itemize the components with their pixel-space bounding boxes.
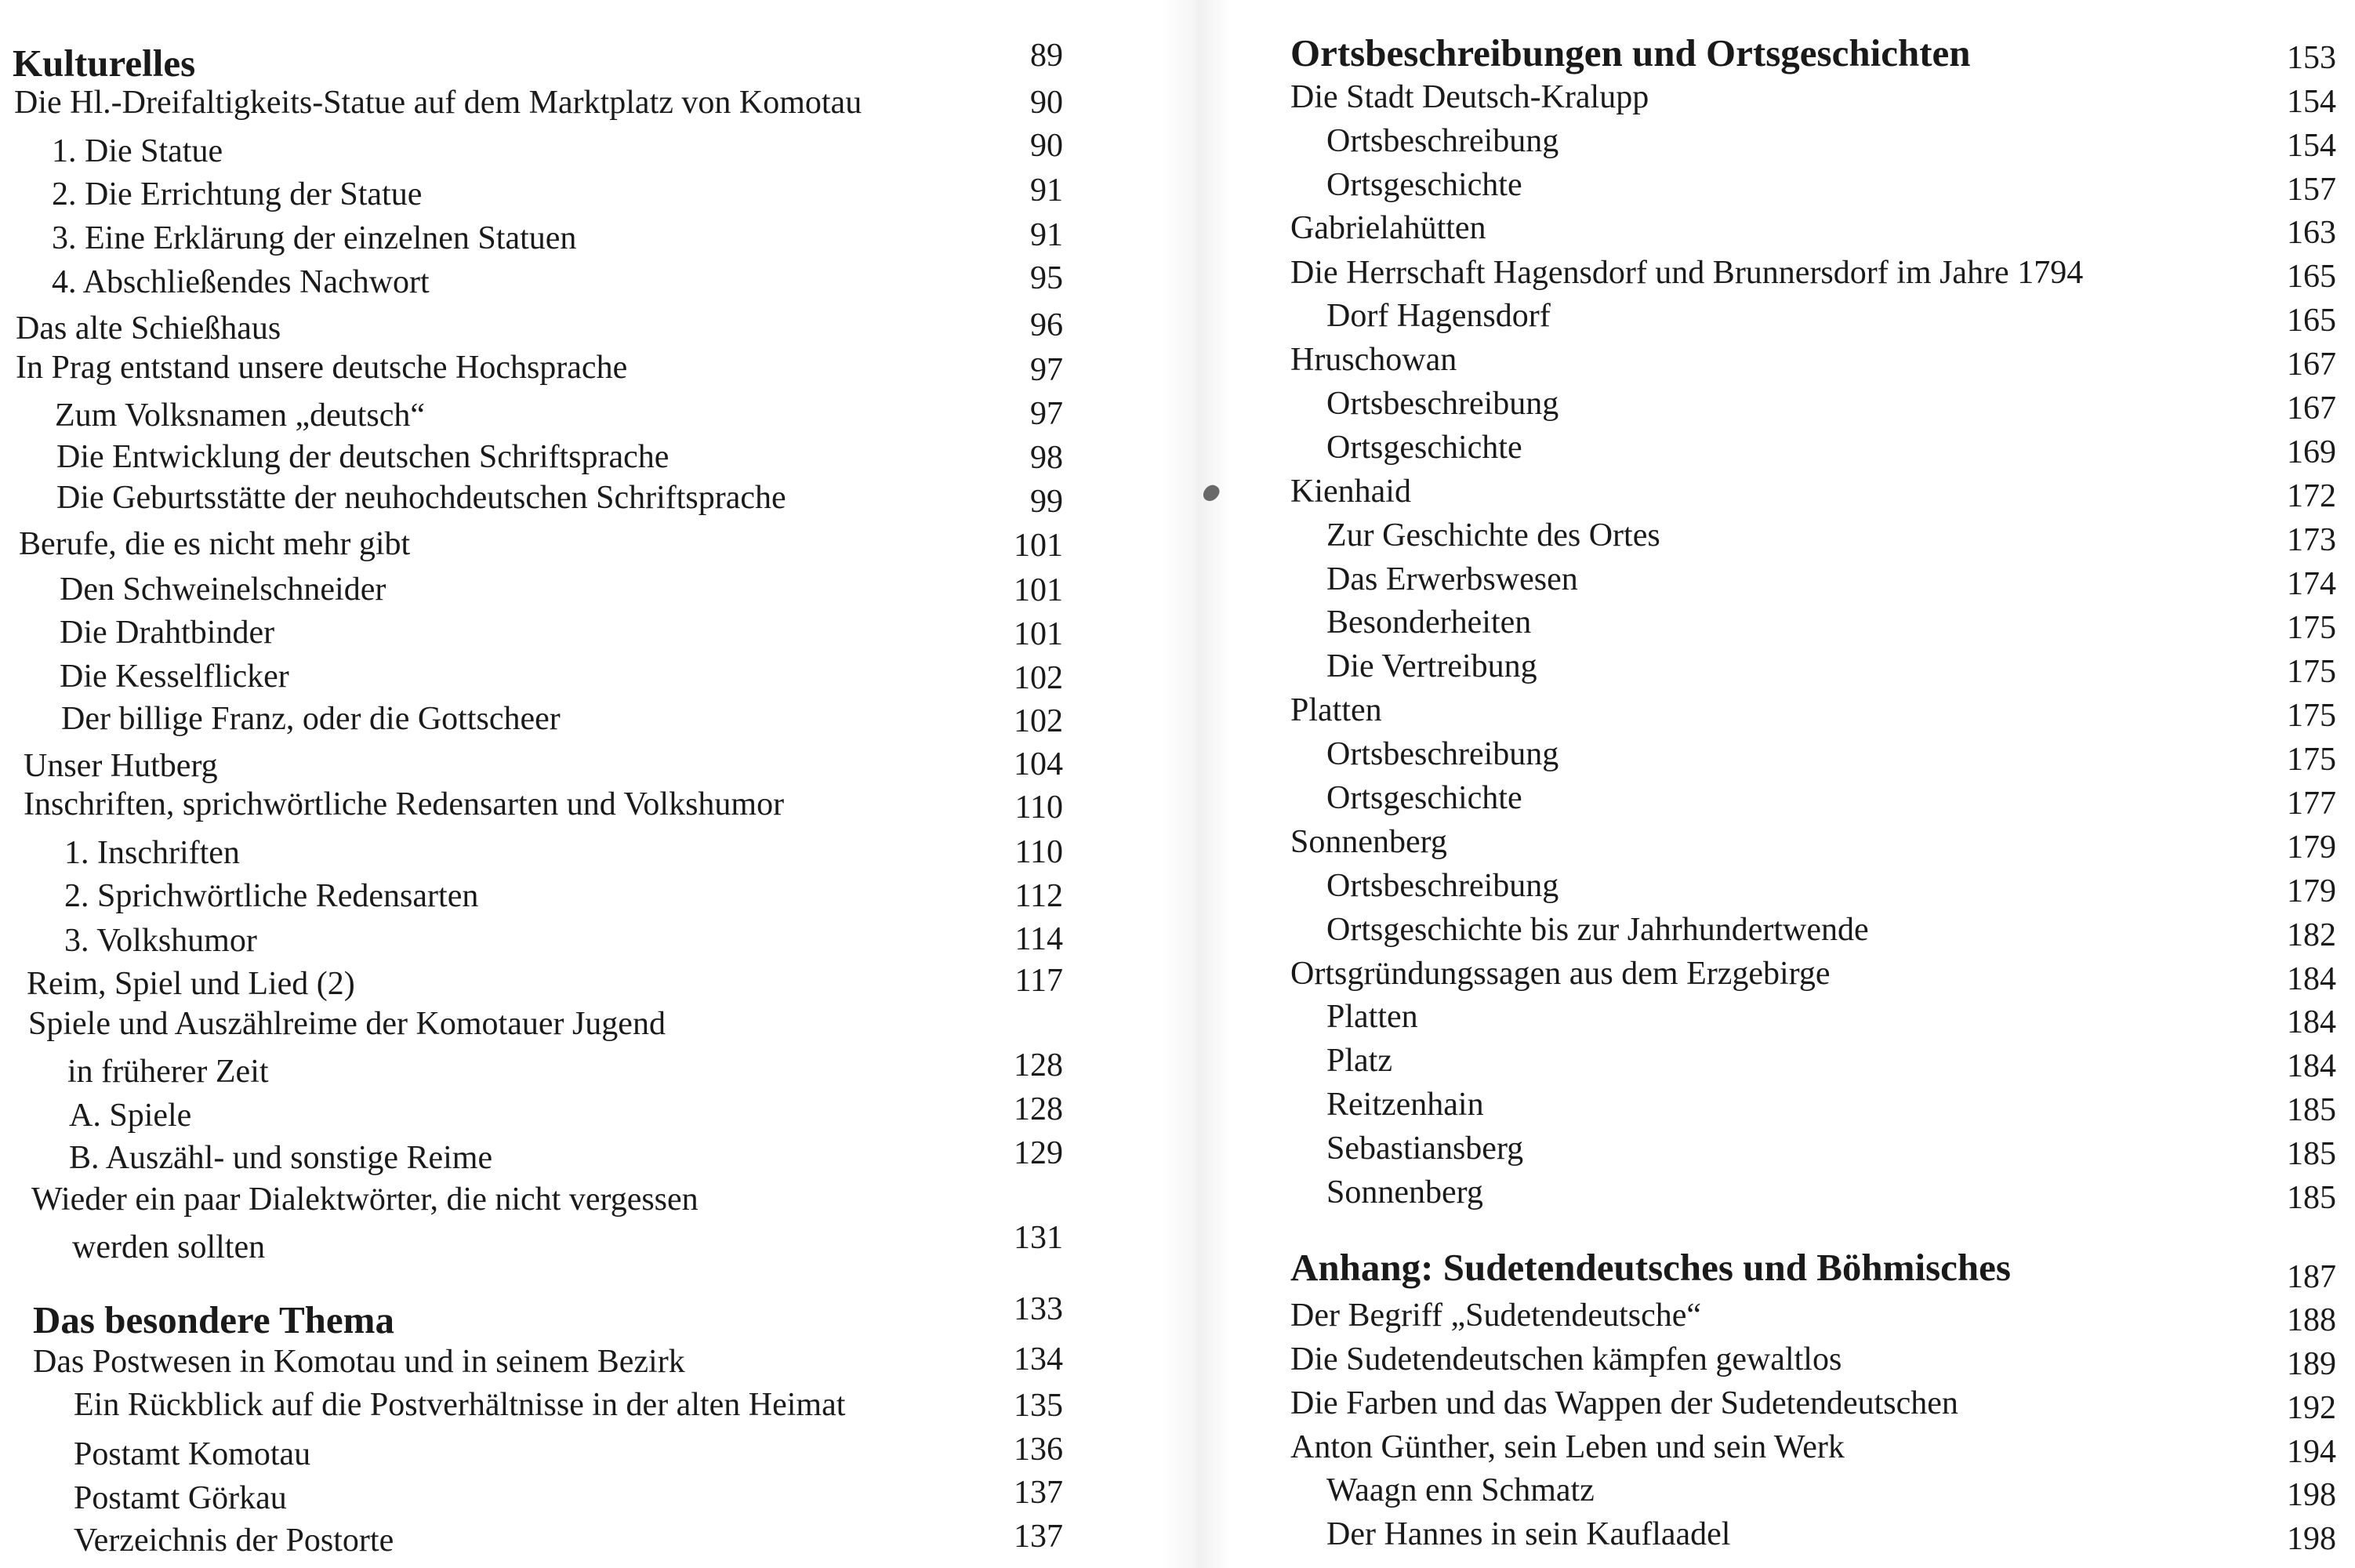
toc-title: Zum Volksnamen „deutsch“: [55, 397, 426, 434]
toc-title: A. Spiele: [69, 1098, 192, 1134]
toc-page: 96: [1030, 307, 1063, 343]
toc-title: Die Farben und das Wappen der Sudetendeutschen: [1290, 1385, 1958, 1421]
toc-title: Der Begriff „Sudetendeutsche“: [1290, 1298, 1702, 1334]
toc-page: 198: [2287, 1521, 2336, 1557]
toc-title: 3. Eine Erklärung der einzelnen Statuen: [52, 220, 577, 256]
toc-page: 163: [2287, 215, 2336, 251]
toc-page: 110: [1014, 789, 1063, 826]
toc-page: 102: [1014, 703, 1063, 739]
toc-page: 172: [2287, 478, 2336, 514]
toc-title: Der Hannes in sein Kauflaadel: [1326, 1516, 1731, 1552]
toc-title: Anhang: Sudetendeutsches und Böhmisches: [1290, 1246, 2011, 1289]
toc-entry: [1176, 1512, 2355, 1556]
left-page: [0, 0, 1176, 1568]
toc-entry: [0, 611, 1176, 655]
toc-page: 95: [1030, 260, 1063, 296]
toc-page: 110: [1014, 834, 1063, 870]
toc-title: Sonnenberg: [1290, 824, 1447, 860]
toc-title: Platten: [1326, 999, 1418, 1035]
toc-entry: [1176, 1425, 2355, 1469]
toc-title: Wieder ein paar Dialektwörter, die nicht vergessen: [31, 1181, 699, 1218]
toc-entry: [0, 260, 1176, 304]
toc-title: Postamt Komotau: [74, 1436, 311, 1472]
toc-title: Das Postwesen in Komotau und in seinem Bezirk: [33, 1344, 685, 1380]
toc-entry: [1176, 206, 2355, 250]
toc-page: 154: [2287, 128, 2336, 164]
toc-title: Ortsgeschichte: [1326, 430, 1522, 466]
toc-page: 175: [2287, 698, 2336, 734]
toc-title: Waagn enn Schmatz: [1326, 1472, 1595, 1508]
toc-title: Ortsbeschreibung: [1326, 736, 1559, 772]
toc-entry: [0, 1519, 1176, 1563]
toc-section-heading: [0, 38, 1176, 85]
toc-entry: [0, 394, 1176, 437]
toc-title: 3. Volkshumor: [64, 923, 257, 959]
toc-title: 1. Die Statue: [52, 133, 223, 169]
toc-title: Der billige Franz, oder die Gottscheer: [61, 701, 561, 737]
toc-title: Die Herrschaft Hagensdorf und Brunnersdorf im Jahre 1794: [1290, 255, 2084, 291]
toc-page: 177: [2287, 786, 2336, 822]
toc-title: Platten: [1290, 692, 1382, 728]
toc-entry: [1176, 514, 2355, 557]
toc-title: 2. Die Errichtung der Statue: [52, 176, 423, 212]
toc-entry: [0, 1432, 1176, 1476]
toc-title: Inschriften, sprichwörtliche Redensarten und Volkshumor: [24, 786, 785, 822]
toc-page: 101: [1014, 528, 1063, 564]
toc-entry: [1176, 820, 2355, 864]
toc-page: 167: [2287, 347, 2336, 383]
toc-entry: [1176, 163, 2355, 207]
toc-title: Ortsbeschreibung: [1326, 386, 1559, 422]
toc-entry: [0, 655, 1176, 699]
toc-page: 165: [2287, 303, 2336, 339]
toc-title: Die Sudetendeutschen kämpfen gewaltlos: [1290, 1341, 1842, 1377]
toc-title: B. Auszähl- und sonstige Reime: [69, 1140, 493, 1176]
toc-title: Besonderheiten: [1326, 604, 1532, 641]
toc-entry: [0, 697, 1176, 741]
toc-page: 112: [1014, 878, 1063, 914]
toc-entry: [0, 919, 1176, 963]
toc-title: Ortsgeschichte: [1326, 167, 1522, 203]
toc-title: Reim, Spiel und Lied (2): [27, 966, 355, 1002]
toc-page: 91: [1030, 217, 1063, 253]
toc-entry: [1176, 1083, 2355, 1127]
toc-entry: [0, 568, 1176, 612]
toc-page: 101: [1014, 616, 1063, 652]
toc-title: In Prag entstand unsere deutsche Hochsprache: [16, 350, 628, 386]
toc-page: 175: [2287, 654, 2336, 690]
toc-title: Das besondere Thema: [33, 1298, 395, 1341]
toc-page: 137: [1014, 1519, 1063, 1555]
toc-entry: [1176, 908, 2355, 952]
toc-entry: [0, 874, 1176, 918]
toc-title: in früherer Zeit: [67, 1054, 269, 1090]
toc-title: Ortsbeschreibung: [1326, 123, 1559, 159]
toc-entry: [0, 1178, 1176, 1221]
toc-title: Anton Günther, sein Leben und sein Werk: [1290, 1429, 1845, 1465]
toc-entry: [1176, 1171, 2355, 1214]
toc-entry: [0, 1476, 1176, 1520]
toc-page: 179: [2287, 829, 2336, 866]
toc-entry: [1176, 601, 2355, 644]
toc-title: Die Geburtsstätte der neuhochdeutschen Schriftsprache: [56, 480, 786, 516]
toc-entry: [0, 522, 1176, 566]
toc-entry: [0, 476, 1176, 520]
toc-title: Kulturelles: [13, 42, 196, 85]
toc-title: Ortsbeschreibung: [1326, 868, 1559, 904]
toc-entry: [0, 831, 1176, 875]
toc-title: 2. Sprichwörtliche Redensarten: [64, 878, 479, 914]
toc-title: Das alte Schießhaus: [16, 310, 281, 347]
toc-page: 194: [2287, 1434, 2336, 1470]
toc-entry: [1176, 732, 2355, 776]
toc-page: 184: [2287, 1004, 2336, 1040]
toc-page: 90: [1030, 85, 1063, 121]
toc-entry: [0, 1220, 1176, 1269]
toc-entry: [0, 81, 1176, 125]
toc-page: 128: [1014, 1047, 1063, 1083]
toc-title: 1. Inschriften: [64, 835, 240, 871]
toc-entry: [1176, 338, 2355, 382]
toc-entry: [1176, 952, 2355, 996]
toc-page: 133: [1014, 1291, 1063, 1327]
toc-entry: [1176, 294, 2355, 338]
toc-entry: [0, 216, 1176, 260]
toc-entry: [0, 1340, 1176, 1384]
toc-entry: [1176, 1127, 2355, 1171]
toc-entry: [0, 1136, 1176, 1180]
toc-page: 101: [1014, 572, 1063, 608]
toc-entry: [1176, 426, 2355, 470]
toc-page: 179: [2287, 873, 2336, 909]
toc-page: 91: [1030, 172, 1063, 209]
toc-entry: [0, 1383, 1176, 1427]
toc-title: Unser Hutberg: [24, 748, 218, 784]
toc-title: Sonnenberg: [1326, 1174, 1483, 1210]
toc-page: 102: [1014, 660, 1063, 696]
toc-page: 184: [2287, 1048, 2336, 1084]
toc-page: 187: [2287, 1259, 2336, 1295]
toc-page: 185: [2287, 1136, 2336, 1172]
toc-page: 167: [2287, 390, 2336, 426]
toc-entry: [1176, 382, 2355, 426]
toc-page: 182: [2287, 917, 2336, 953]
toc-title: Die Stadt Deutsch-Kralupp: [1290, 79, 1649, 115]
toc-entry: [1176, 557, 2355, 601]
toc-title: Das Erwerbswesen: [1326, 561, 1578, 597]
toc-page: 154: [2287, 84, 2336, 120]
toc-title: Gabrielahütten: [1290, 210, 1486, 246]
toc-page: 131: [1014, 1220, 1063, 1256]
toc-title: Ein Rückblick auf die Postverhältnisse in der alten Heimat: [74, 1387, 846, 1423]
toc-entry: [0, 962, 1176, 1006]
toc-title: Reitzenhain: [1326, 1087, 1484, 1123]
toc-page: 97: [1030, 352, 1063, 388]
toc-entry: [0, 744, 1176, 788]
toc-title: Ortsgeschichte: [1326, 780, 1522, 816]
toc-page: 117: [1014, 963, 1063, 999]
toc-page: 98: [1030, 440, 1063, 476]
toc-page: 104: [1014, 746, 1063, 782]
toc-entry: [1176, 119, 2355, 163]
toc-entry: [0, 1002, 1176, 1046]
toc-page: 185: [2287, 1092, 2336, 1128]
toc-entry: [1176, 864, 2355, 908]
toc-page: 185: [2287, 1180, 2336, 1216]
toc-title: Die Vertreibung: [1326, 648, 1537, 684]
toc-entry: [1176, 1338, 2355, 1381]
toc-page: 153: [2287, 40, 2336, 76]
toc-page: 128: [1014, 1091, 1063, 1127]
toc-title: werden sollten: [72, 1229, 266, 1265]
toc-page: 175: [2287, 742, 2336, 778]
toc-title: Ortsgeschichte bis zur Jahrhundertwende: [1326, 912, 1869, 948]
toc-page: 129: [1014, 1135, 1063, 1171]
toc-page: 175: [2287, 610, 2336, 646]
toc-title: Die Hl.-Dreifaltigkeits-Statue auf dem Marktplatz von Komotau: [14, 85, 862, 121]
toc-page: 165: [2287, 259, 2336, 295]
toc-title: Dorf Hagensdorf: [1326, 298, 1551, 334]
toc-title: Den Schweinelschneider: [60, 572, 386, 608]
toc-page: 169: [2287, 434, 2336, 470]
toc-entry: [1176, 1381, 2355, 1425]
toc-entry: [1176, 776, 2355, 820]
toc-entry: [1176, 995, 2355, 1039]
toc-page: 89: [1030, 38, 1063, 74]
toc-page: 198: [2287, 1477, 2336, 1513]
toc-page: 137: [1014, 1475, 1063, 1511]
toc-page: 99: [1030, 484, 1063, 520]
toc-title: Berufe, die es nicht mehr gibt: [19, 526, 411, 562]
toc-title: Kienhaid: [1290, 474, 1411, 510]
toc-page: 114: [1014, 921, 1063, 957]
toc-section-heading: [0, 1291, 1176, 1342]
toc-title: Platz: [1326, 1043, 1392, 1079]
toc-entry: [1176, 470, 2355, 514]
toc-section-heading: [1176, 1246, 2355, 1295]
right-page: [1176, 0, 2355, 1568]
toc-page: 135: [1014, 1388, 1063, 1424]
toc-page: 134: [1014, 1341, 1063, 1377]
toc-title: Zur Geschichte des Ortes: [1326, 517, 1660, 554]
toc-entry: [1176, 1294, 2355, 1338]
toc-entry: [1176, 251, 2355, 295]
toc-title: Ortsbeschreibungen und Ortsgeschichten: [1290, 31, 1971, 74]
toc-page: 157: [2287, 172, 2336, 208]
toc-entry: [0, 435, 1176, 479]
toc-section-heading: [1176, 31, 2355, 75]
toc-title: Spiele und Auszählreime der Komotauer Jugend: [28, 1006, 666, 1042]
toc-title: Postamt Görkau: [74, 1480, 287, 1516]
toc-entry: [0, 172, 1176, 216]
toc-entry: [1176, 1468, 2355, 1512]
toc-page: 188: [2287, 1302, 2336, 1338]
toc-entry: [1176, 644, 2355, 688]
toc-title: Hruschowan: [1290, 342, 1457, 378]
toc-title: Die Kesselflicker: [60, 659, 289, 695]
toc-entry: [0, 346, 1176, 390]
toc-entry: [1176, 75, 2355, 119]
toc-page: 97: [1030, 396, 1063, 432]
toc-title: Ortsgründungssagen aus dem Erzgebirge: [1290, 956, 1831, 992]
toc-entry: [1176, 688, 2355, 732]
toc-title: Die Entwicklung der deutschen Schriftsprache: [56, 439, 669, 475]
toc-page: 189: [2287, 1346, 2336, 1382]
toc-page: 184: [2287, 961, 2336, 997]
toc-entry: [0, 307, 1176, 350]
toc-page: 174: [2287, 566, 2336, 602]
toc-title: Die Drahtbinder: [60, 615, 275, 651]
toc-entry: [0, 782, 1176, 826]
toc-page: 173: [2287, 522, 2336, 558]
toc-page: 90: [1030, 128, 1063, 164]
toc-page: 192: [2287, 1390, 2336, 1426]
toc-entry: [1176, 1039, 2355, 1083]
toc-title: Sebastiansberg: [1326, 1131, 1524, 1167]
toc-title: Verzeichnis der Postorte: [74, 1523, 394, 1559]
toc-title: 4. Abschließendes Nachwort: [52, 264, 430, 300]
toc-entry: [0, 129, 1176, 173]
toc-page: 136: [1014, 1432, 1063, 1468]
